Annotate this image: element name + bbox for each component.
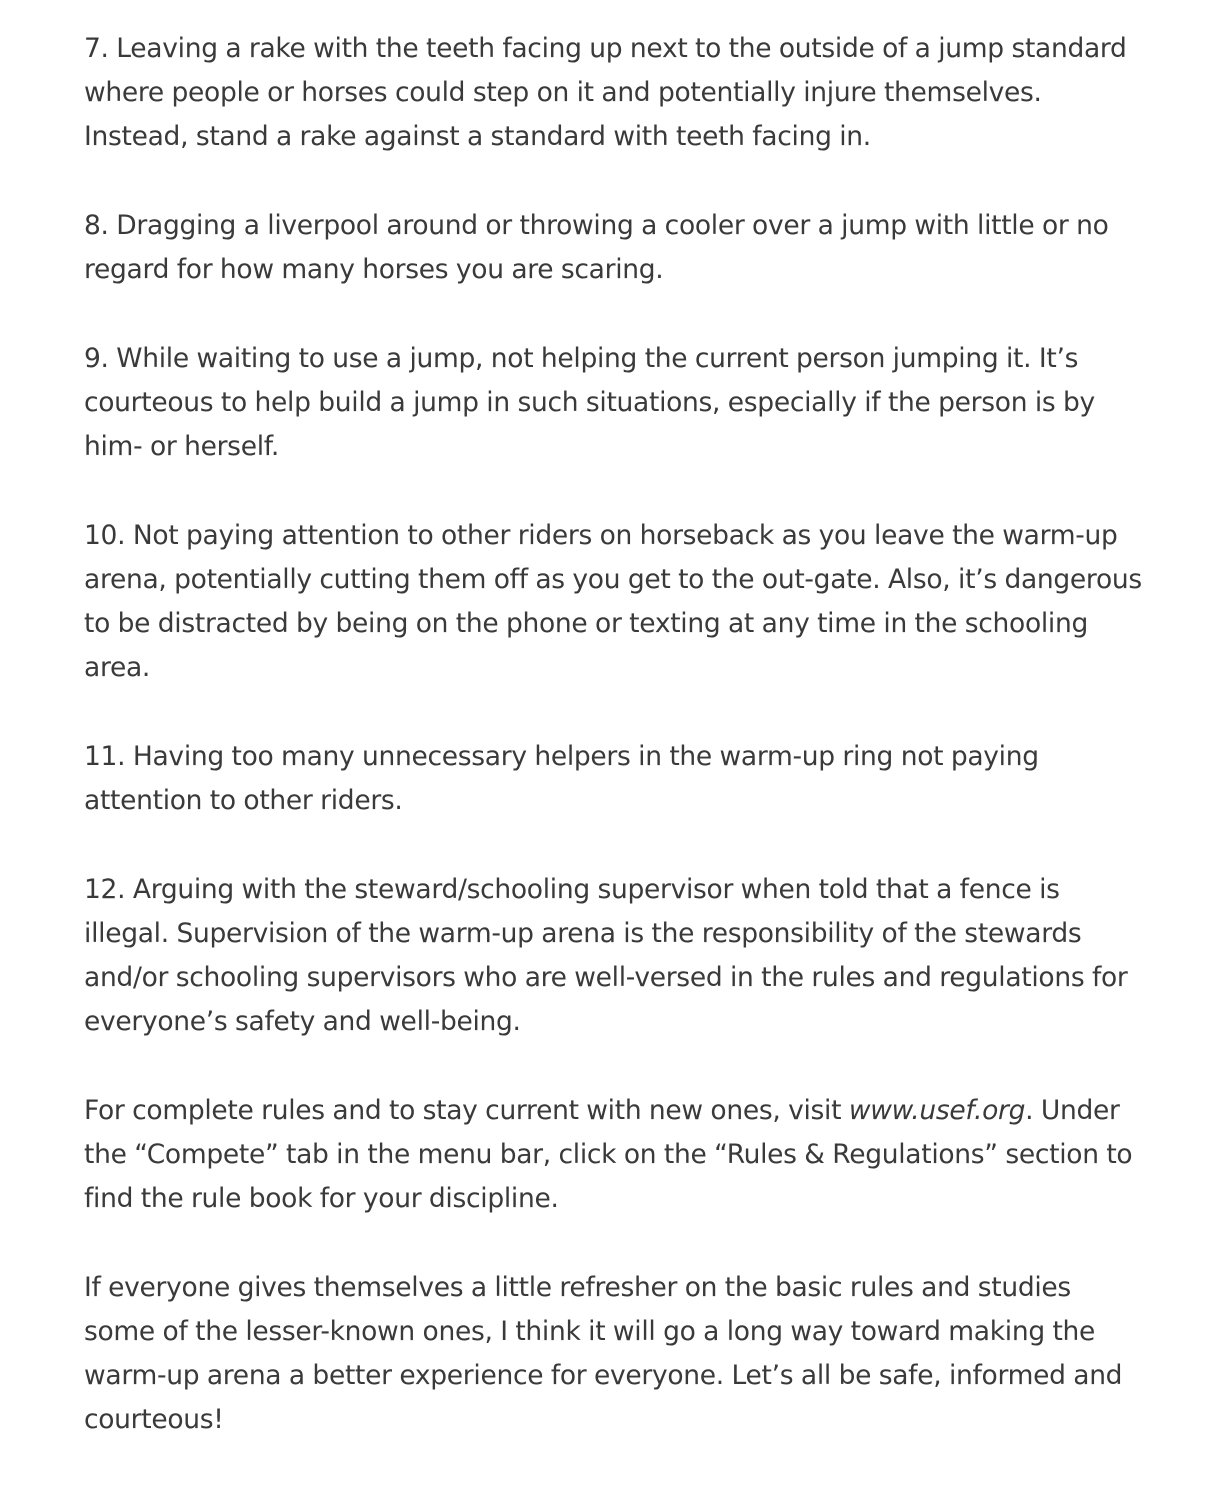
rules-text-after-link: . Under the “Compete” tab in the menu bar, click on the “Rules & Regulations” section to find the rule book for your discipline.: [84, 1095, 1133, 1214]
tip-7-paragraph: 7. Leaving a rake with the teeth facing up next to the outside of a jump standard where people or horses could step on it and potentially injure themselves. Instead, stand a rake against a standard with teeth facing in.: [84, 33, 1127, 152]
rules-text-before-link: For complete rules and to stay current with new ones, visit: [84, 1095, 849, 1126]
usef-website-link[interactable]: www.usef.org: [848, 1095, 1026, 1126]
closing-paragraph: If everyone gives themselves a little refresher on the basic rules and studies some of the lesser-known ones, I think it will go a long way toward making the warm-up arena a better experience for everyone. Let’s all be safe, informed and courteous!: [84, 1272, 1123, 1435]
tip-10-paragraph: 10. Not paying attention to other riders on horseback as you leave the warm-up arena, potentially cutting them off as you get to the out-gate. Also, it’s dangerous to be distracted by being on the phone or texting at any time in the schooling area.: [84, 520, 1142, 683]
tip-8-paragraph: 8. Dragging a liverpool around or throwing a cooler over a jump with little or no regard for how many horses you are scaring.: [84, 210, 1109, 285]
tip-11-paragraph: 11. Having too many unnecessary helpers in the warm-up ring not paying attention to other riders.: [84, 741, 1039, 816]
article-body: [84, 27, 1144, 1487]
tip-12-paragraph: 12. Arguing with the steward/schooling supervisor when told that a fence is illegal. Supervision of the warm-up arena is the responsibility of the stewards and/or schooling supervisors who are well-versed in the rules and regulations for everyone’s safety and well-being.: [84, 874, 1128, 1037]
tip-9-paragraph: 9. While waiting to use a jump, not helping the current person jumping it. It’s courteous to help build a jump in such situations, especially if the person is by him- or herself.: [84, 343, 1095, 462]
rules-paragraph: [84, 1089, 1144, 1221]
